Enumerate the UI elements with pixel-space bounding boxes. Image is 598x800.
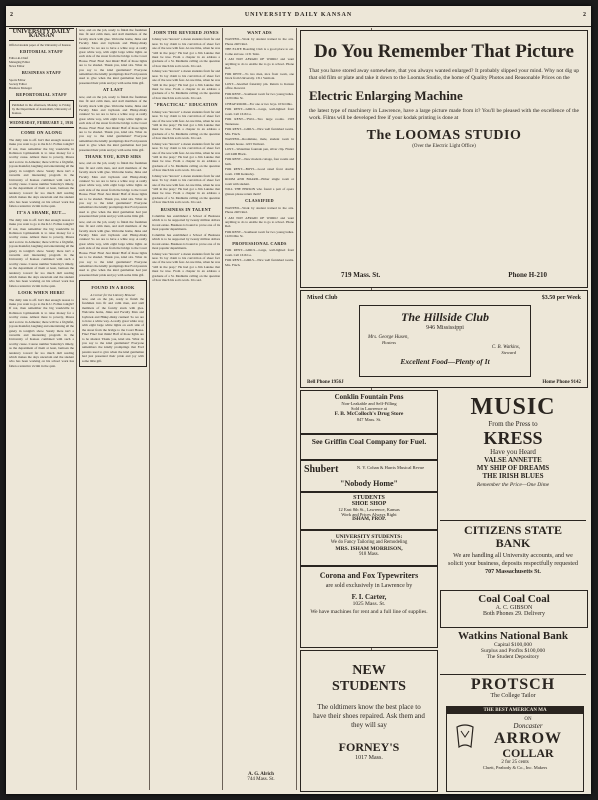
corona-name: F. I. Carter, (351, 592, 387, 601)
students-shoe-shop-ad (300, 492, 438, 530)
kress-music-ad (440, 390, 586, 518)
want-ad: FOR RENT—Southeast room for two young ladies. 1229 Ohio St. (225, 91, 294, 101)
want-ad: THE ELITE Boarding Club is a good place to eat. Come and see. 1131 Tenn. (225, 47, 294, 56)
editorial-column (9, 28, 74, 790)
corona-address: 1025 Mass. St. (352, 600, 386, 607)
want-ad: WILL THE PERSON who found a pair of opera glasses please return them? (225, 187, 294, 196)
article-body: now, and on the job, ready to finish the freshmen into fit and calm men, and stall members of the faculty stuck with glee. Welcome home, Jinks and Faculty Man and Jayhawk and Hinky-dinky canines! So we are to have a white way. A really great white way, with eight large white lights on each side of the street from the bridge to the Court House. Fine! Fine! Just think! Half of those lights are to be shaded. Thank you, kind sirs. What do you say to the kind gentleman? Everyone remembers the kindly promptings that Ford parents used to give when the kind gentleman had just presented their pride and joy with some little gift. (79, 28, 147, 85)
hillside-right: $3.50 per Week (541, 295, 581, 301)
column-rule (76, 28, 77, 790)
hillside-hostess: Mrs. George Husen, (368, 335, 409, 340)
want-ad: WANTED—Work by student trained in the arts. Phone 2403 Red. (225, 205, 294, 215)
hillside-bell-phone: Bell Phone 1956J (307, 380, 344, 385)
citizens-body: We are handling all University accounts, and we solicit your business, deposits respectfully requested (448, 552, 578, 567)
music-song: MY SHIP OF DREAMS (476, 464, 550, 472)
watkins-surplus: Surplus and Profits $100,000 (480, 648, 546, 654)
loomas-address: 719 Mass. St. (341, 271, 381, 279)
issue-date: WEDNESDAY, FEBRUARY 2, 1916 (9, 121, 74, 126)
staff-line: Sports Editor (9, 77, 26, 82)
hillside-slogan: Excellent Food—Plenty of It (400, 357, 490, 366)
classified-heading: CLASSIFIED (245, 198, 274, 204)
want-ad: I AM NOT AFRAID OF WORK! and want anything to do to enable me to go to school. Phone Red. (225, 215, 294, 229)
want-ad: LOST—Jewelled fraternity pin. Return to Kansan office. Reward. (225, 81, 294, 91)
citizens-title: CITIZENS STATE BANK (464, 523, 562, 550)
want-ad: FOR RENT—Southeast room for two young ladies. 1229 Ohio St. (225, 230, 294, 239)
editorial-body: The daily rule is off. Isn't that enough reason to make you want to go to the K.U. Follies tonight? If not, then remember the big vaudeville in Robinson Gymnasium is to raise money for a worthy cause. Almost there is poverty, illness and sorrow in Armenia; there will be a frightful, joyous thankful, laughing and entertaining all the gaiety in tonight's show. Surely there isn't a versatile and interesting program in the University of Kansas combined with such a worthy cause. Course number Saturday's timely, as the department of them at least, bemoan the tendency toward far too much dull reading which makes the days uncertain and the student who has been working on his school work has fallen a tentative victim in the quiz. (9, 217, 74, 288)
music-line-2: Have you Heard (490, 448, 536, 456)
hillside-steward: C. B. Watkins, (491, 345, 520, 350)
article-body: Johnny was "known" a dozen students from far and near. To lay claim to his conviction of sheer fact one of the wee with fear. At one time, when he was "still in the prep," He had got a Jim Lundee that must be true. From a chapter in an address a graduate of a St. Mediums calling on the question of how much his son's work. It is sad. (152, 109, 220, 141)
staff-line: Society Editor (9, 81, 27, 86)
tailoring-name: MRS. ISHAM MORRISON, (335, 546, 403, 552)
article-body: now, and on the job, ready to finish the freshmen into fit and calm men, and stall members of the faculty stuck with glee. Welcome home, Jinks and Faculty Man and Jayhawk and Hinky-dinky canines! So we are to have a white way. A really great white way, with eight large white lights on each side of the street from the bridge to the Court House. Fine! Fine! Just think! Half of those lights are to be shaded. Thank you, kind sirs. What do you say to the kind gentleman? Everyone remembers the kindly promptings that Ford parents used to give when the kind gentleman had just presented their pride and joy with some little gift. (82, 296, 144, 363)
masthead-title: UNIVERSITY DAILY KANSAN (244, 12, 353, 18)
citizens-address: 707 Massachusetts St. (485, 569, 541, 575)
protsch-title: PROTSCH (470, 676, 556, 693)
arrow-collar-ad (446, 706, 584, 792)
article-body: now, and on the job, ready to finish the freshmen into fit and calm men, and stall members of the faculty stuck with glee. Welcome home, Jinks and Faculty Man and Jayhawk and Hinky-dinky canines! So we are to have a white way. A really great white way, with eight large white lights on each side of the street from the bridge to the Court House. Fine! Fine! Just think! Half of those lights are to be shaded. Thank you, kind sirs. What do you say to the kind gentleman? Everyone remembers the kindly promptings that Ford parents used to give when the kind gentleman had just presented their pride and joy with some little gift. (79, 94, 147, 152)
new-students-shoe-ad (300, 650, 438, 792)
column-rule (149, 28, 150, 790)
loomas-name: The LOOMAS STUDIO (366, 128, 522, 143)
collar-icon (453, 723, 477, 751)
arrow-line-3: 2 for 25 cents (501, 760, 529, 765)
book-corner-title: FOUND IN A BOOK (91, 285, 135, 291)
watkins-title: Watkins National Bank (457, 630, 569, 642)
citizens-bank-ad (440, 520, 586, 589)
article-body: Columbia has established a School of Business which is to be supported by twenty million dollars in real estate. Business is bound to prove one of its most popular departments. (152, 232, 220, 251)
article-body: Johnny was "known" a dozen students from far and near. To lay claim to his conviction of sheer fact one of the wee with fear. At one time, when he was "still in the prep," He had got a Jim Lundee that must be true. From a chapter in an address a graduate of a St. Mediums calling on the question of how much his son's work. It is sad. (152, 251, 220, 283)
loomas-body: That you have stored away somewhere, that you always wanted enlarged? It probably slipped your mind. Why not dig up that old film or plate and take it down to the Loomas Studio, the home of Quality Photos and Reasonable Prices on the (309, 68, 579, 81)
hillside-hostess-title: Hostess (382, 340, 397, 345)
want-ad: FOR RENT—GIRLS—Large, well-lighted front room. Call 1616 La. (225, 248, 294, 257)
poem-body: Johnny was "known" a dozen students from far and near. To lay claim to his conviction of sheer fact one of the wee with fear. At one time, when he was "still in the prep," He had got a Jim Lundee that must be true. From a chapter in an address a graduate of a St. Mediums calling on the question of how much his son's work. It is sad. (152, 37, 220, 68)
watkins-capital: Capital $100,000 (494, 642, 532, 648)
staff-line: News Editor (9, 64, 25, 69)
want-ad: CHEAP ROOM—For one or two boys. 1034 Ohio. (225, 101, 293, 106)
loomas-tagline: (Over the Electric Light Office) (412, 144, 476, 149)
loomas-body-2: the latest type of machinery in Lawrence, have a large picture made from it? You'll be pleased with the excellence of the work. Films will be developed free if your kodak printing is done at (309, 108, 579, 121)
loomas-studio-ad (300, 30, 588, 288)
article-headline: "PRACTICAL" EDUCATION (154, 102, 218, 108)
coal-tail: Delivery (524, 611, 545, 617)
hillside-left: Mixed Club (307, 295, 338, 301)
newspaper-page (6, 6, 591, 794)
loomas-phone: Phone H-210 (508, 271, 547, 279)
new-students-body: The oldtimers know the best place to have their shoes repaired. Ask them and they will say (313, 703, 425, 729)
conklin-pens-ad (300, 390, 438, 434)
shubert-title: Shubert (304, 464, 339, 475)
arrow-banner: THE BEST AMERICAN MA (447, 707, 583, 714)
want-ad: ROOM AND BOARD—Either single room or room with student. (225, 177, 294, 186)
shoe-address: 12 East 8th St., Lawrence, Kansas (338, 507, 400, 512)
coal-name: A. C. GIBSON (495, 605, 533, 611)
hillside-steward-title: Steward (501, 350, 516, 355)
new-students-title: NEW STUDENTS (332, 663, 406, 694)
shoe-line-3: Work and Prices Always Right (341, 512, 397, 517)
want-ad: WANTED—Roommate, male, student room in modern house. 1223 Vermont. (225, 137, 294, 146)
corona-typewriters-ad (300, 566, 438, 648)
shubert-theatre-ad (300, 460, 438, 492)
editorial-headline: COME ON ALONG (20, 130, 63, 136)
article-headline: AT LAST (103, 87, 123, 93)
shoe-name: ISHAM, PROP. (352, 517, 386, 522)
professional-cards-heading: PROFESSIONAL CARDS (232, 240, 287, 246)
tailoring-line-1: UNIVERSITY STUDENTS: (335, 534, 403, 540)
page-number-left: 2 (10, 12, 14, 18)
divider (9, 127, 74, 128)
editorial-column-2 (79, 28, 147, 790)
coal-ad (440, 590, 588, 628)
paper-flag: UNIVERSITY DAILY KANSAN (9, 28, 74, 41)
arrow-line-2: Doncaster (513, 722, 543, 730)
alrich-address: 744 Mass. St. (247, 777, 275, 782)
coal-title: Coal Coal Coal (478, 593, 550, 605)
poem-title: JOHN THE REVERED JONES (153, 30, 219, 35)
loomas-headline: Do You Remember That Picture (314, 41, 574, 62)
music-store: KRESS (483, 428, 543, 448)
editorial-headline: IT'S A SHAME, BUT— (16, 210, 67, 216)
hillside-address: 946 Mississippi (426, 325, 464, 331)
column-rule (222, 28, 223, 790)
article-body: now, and on the job, ready to finish the freshmen into fit and calm men, and stall members of the faculty stuck with glee. Welcome home, Jinks and Faculty Man and Jayhawk and Hinky-dinky canines! So we are to have a white way. A really great white way, with eight large white lights on each side of the street from the bridge to the Court House. Fine! Fine! Just think! Half of those lights are to be shaded. Thank you, kind sirs. What do you say to the kind gentleman? Everyone remembers the kindly promptings that Ford parents used to give when the kind gentleman had just presented their pride and joy with some little gift. (79, 219, 147, 277)
staff-line: Business Manager (9, 85, 32, 90)
music-title: MUSIC (470, 394, 556, 420)
shubert-sub: N. Y. Cohan & Harris Musical Revue (356, 465, 425, 470)
shubert-show: "Nobody Home" (340, 479, 398, 488)
arrow-brand: ARROW (493, 730, 563, 747)
article-headline: BUSINESS IN TALENT (160, 206, 212, 212)
conklin-sub: Non-Leakable and Self-Filling (341, 401, 397, 406)
hillside-club-ad (300, 290, 588, 388)
tailoring-address: 918 Mass. (359, 552, 379, 557)
want-ad: I AM NOT AFRAID OF WORK! and want anything to do to enable me to go to school. Phone Red. (225, 57, 294, 71)
page-number-right: 2 (583, 12, 587, 18)
want-ad: FOR RENT—New modern cottage, four rooms and bath. (225, 157, 294, 166)
corona-title: Corona and Fox Typewriters (319, 571, 419, 580)
tailoring-ad (300, 530, 438, 566)
griffin-coal-ad (300, 434, 438, 460)
want-ads-heading: WANT ADS (247, 30, 272, 35)
alrich-name: A. G. Alrich (248, 772, 274, 777)
music-line-3: Remember the Price—One Dime (476, 482, 550, 488)
want-ad: FOR RENT—TWO—Two large rooms. 1303 Tennessee. (225, 117, 294, 126)
editorial-headline: LOOK WHEN HERE! (18, 290, 65, 296)
want-ad: FOR RENT—GIRLS—Large, well-lighted front room. Call 1616 La. (225, 107, 294, 116)
staff-line: Managing Editor (9, 60, 31, 65)
music-line-1: From the Press to (488, 420, 538, 428)
loomas-subhead: Electric Enlarging Machine (309, 88, 463, 103)
want-ad: FOR RENT—BOYS—Good sized front double room. 1306 Kentucky. (225, 167, 294, 176)
alrich-notice (232, 772, 290, 782)
book-corner-subtitle: A Corner for the Literary Browser (90, 292, 136, 297)
corona-body: are sold exclusively in Lawrence by (325, 583, 413, 589)
want-ads-column (225, 28, 294, 790)
want-ad: WANTED—Work by student trained in the arts. Phone 2403 Red. (225, 37, 294, 46)
protsch-ad (440, 674, 586, 703)
griffin-title: See Griffin Coal Company for Fuel. (311, 437, 427, 446)
book-corner (79, 280, 147, 367)
watkins-bank-ad (440, 628, 586, 672)
article-body: Johnny was "known" a dozen students from far and near. To lay claim to his conviction of sheer fact one of the wee with fear. At one time, when he was "still in the prep," He had got a Jim Lundee that must be true. From a chapter in an address a graduate of a St. Mediums calling on the question of how much his son's work. It is sad. (152, 141, 220, 173)
music-song: THE IRISH BLUES (482, 472, 544, 480)
shoe-line-1: STUDENTS (353, 495, 385, 501)
protsch-sub: The College Tailor (490, 693, 536, 699)
new-students-address: 1017 Mass. (355, 755, 383, 761)
tailoring-line-2: We do Fancy Tailoring and Remodeling (330, 540, 408, 545)
music-song: VALSE ANNETTE (484, 456, 542, 464)
article-column (152, 28, 220, 790)
conklin-title: Conklin Fountain Pens (334, 393, 404, 401)
masthead (6, 6, 591, 27)
conklin-store: F. B. McColloch's Drug Store (334, 411, 404, 417)
conklin-address: 847 Mass. St. (356, 417, 382, 422)
corona-tail: We have machines for rent and a full line of supplies. (310, 608, 428, 615)
editorial-body: The daily rule is off. Isn't that enough reason to make you want to go to the K.U. Follies tonight? If not, then remember the big vaudeville in Robinson Gymnasium is to raise money for a worthy cause. Almost there is poverty, illness and sorrow in Armenia; there will be a frightful, joyous thankful, laughing and entertaining all the gaiety in tonight's show. Surely there isn't a versatile and interesting program in the University of Kansas combined with such a worthy cause. Course number Saturday's timely, as the department of them at least, bemoan the tendency toward far too much dull reading which makes the days uncertain and the student who has been working on his school work has fallen a tentative victim in the quiz. (9, 137, 74, 208)
arrow-product: COLLAR (502, 746, 554, 760)
conklin-sold: Sold in Lawrence at (350, 406, 388, 411)
arrow-maker: Cluett, Peabody & Co., Inc. Makers (482, 765, 548, 770)
publication-note: Published in the afternoon, Monday to Friday, by the Department of Journalism, University of Kansas. (9, 100, 74, 118)
article-body: Columbia has established a School of Business which is to be supported by twenty million dollars in real estate. Business is bound to prove one of its most popular departments. (152, 214, 220, 232)
want-ad: FOR RENT—GIRLS—Nice well furnished rooms. Mrs. Finch. (225, 258, 294, 267)
poem-body: Johnny was "known" a dozen students from far and near. To lay claim to his conviction of sheer fact one of the wee with fear. At one time, when he was "still in the prep," He had got a Jim Lundee that must be true. From a chapter in an address a graduate of a St. Mediums calling on the question of how much his son's work. It is sad. (152, 69, 220, 100)
editorial-body: The daily rule is off. Isn't that enough reason to make you want to go to the K.U. Follies tonight? If not, then remember the big vaudeville in Robinson Gymnasium is to raise money for a worthy cause. Almost there is poverty, illness and sorrow in Armenia; there will be a frightful, joyous thankful, laughing and entertaining all the gaiety in tonight's show. Surely there isn't a versatile and interesting program in the University of Kansas combined with such a worthy cause. Course number Saturday's timely, as the department of them at least, bemoan the tendency toward far too much dull reading which makes the days uncertain and the student who has been working on his school work has fallen a tentative victim in the quiz. (9, 297, 74, 368)
watkins-tail: The Student Depository (486, 654, 540, 660)
shoe-line-2: SHOE SHOP (351, 501, 387, 507)
coal-phones: Both Phones 29. (482, 611, 523, 617)
article-headline: THANK YOU, KIND SIRS (84, 153, 142, 159)
article-body: Johnny was "known" a dozen students from far and near. To lay claim to his conviction of sheer fact one of the wee with fear. At one time, when he was "still in the prep," He had got a Jim Lundee that must be true. From a chapter in an address a graduate of a St. Mediums calling on the question of how much his son's work. It is sad. (152, 173, 220, 205)
hillside-name: The Hillside Club (400, 310, 489, 324)
hillside-inner-box (359, 305, 531, 377)
staff-line: Editor-in-Chief (9, 56, 29, 61)
new-students-name: FORNEY'S (338, 740, 400, 754)
arrow-line-1: ON (524, 717, 532, 722)
want-ad: LOST—Waterman fountain pen, silver clip. Finder call 2406 Black. (225, 147, 294, 156)
want-ad: FOR RENT—To two men, nice front room, one block from University. 1311 Vermont. (225, 71, 294, 81)
want-ad: FOR RENT—GIRLS—Nice well furnished rooms. Mrs. Finch. (225, 127, 294, 136)
staff-heading: BUSINESS STAFF (21, 70, 62, 76)
staff-heading: EDITORIAL STAFF (19, 48, 64, 54)
column-rule (296, 28, 297, 790)
hillside-home-phone: Home Phone 9142 (542, 380, 581, 385)
article-body: now, and on the job, ready to finish the freshmen into fit and calm men, and stall members of the faculty stuck with glee. Welcome home, Jinks and Faculty Man and Jayhawk and Hinky-dinky canines! So we are to have a white way. A really great white way, with eight large white lights on each side of the street from the bridge to the Court House. Fine! Fine! Just think! Half of those lights are to be shaded. Thank you, kind sirs. What do you say to the kind gentleman? Everyone remembers the kindly promptings that Ford parents used to give when the kind gentleman had just presented their pride and joy with some little gift. (79, 161, 147, 219)
flag-subtitle: Official student paper of the University of Kansas (9, 42, 71, 47)
staff-heading: REPORTORIAL STAFF (16, 91, 67, 97)
